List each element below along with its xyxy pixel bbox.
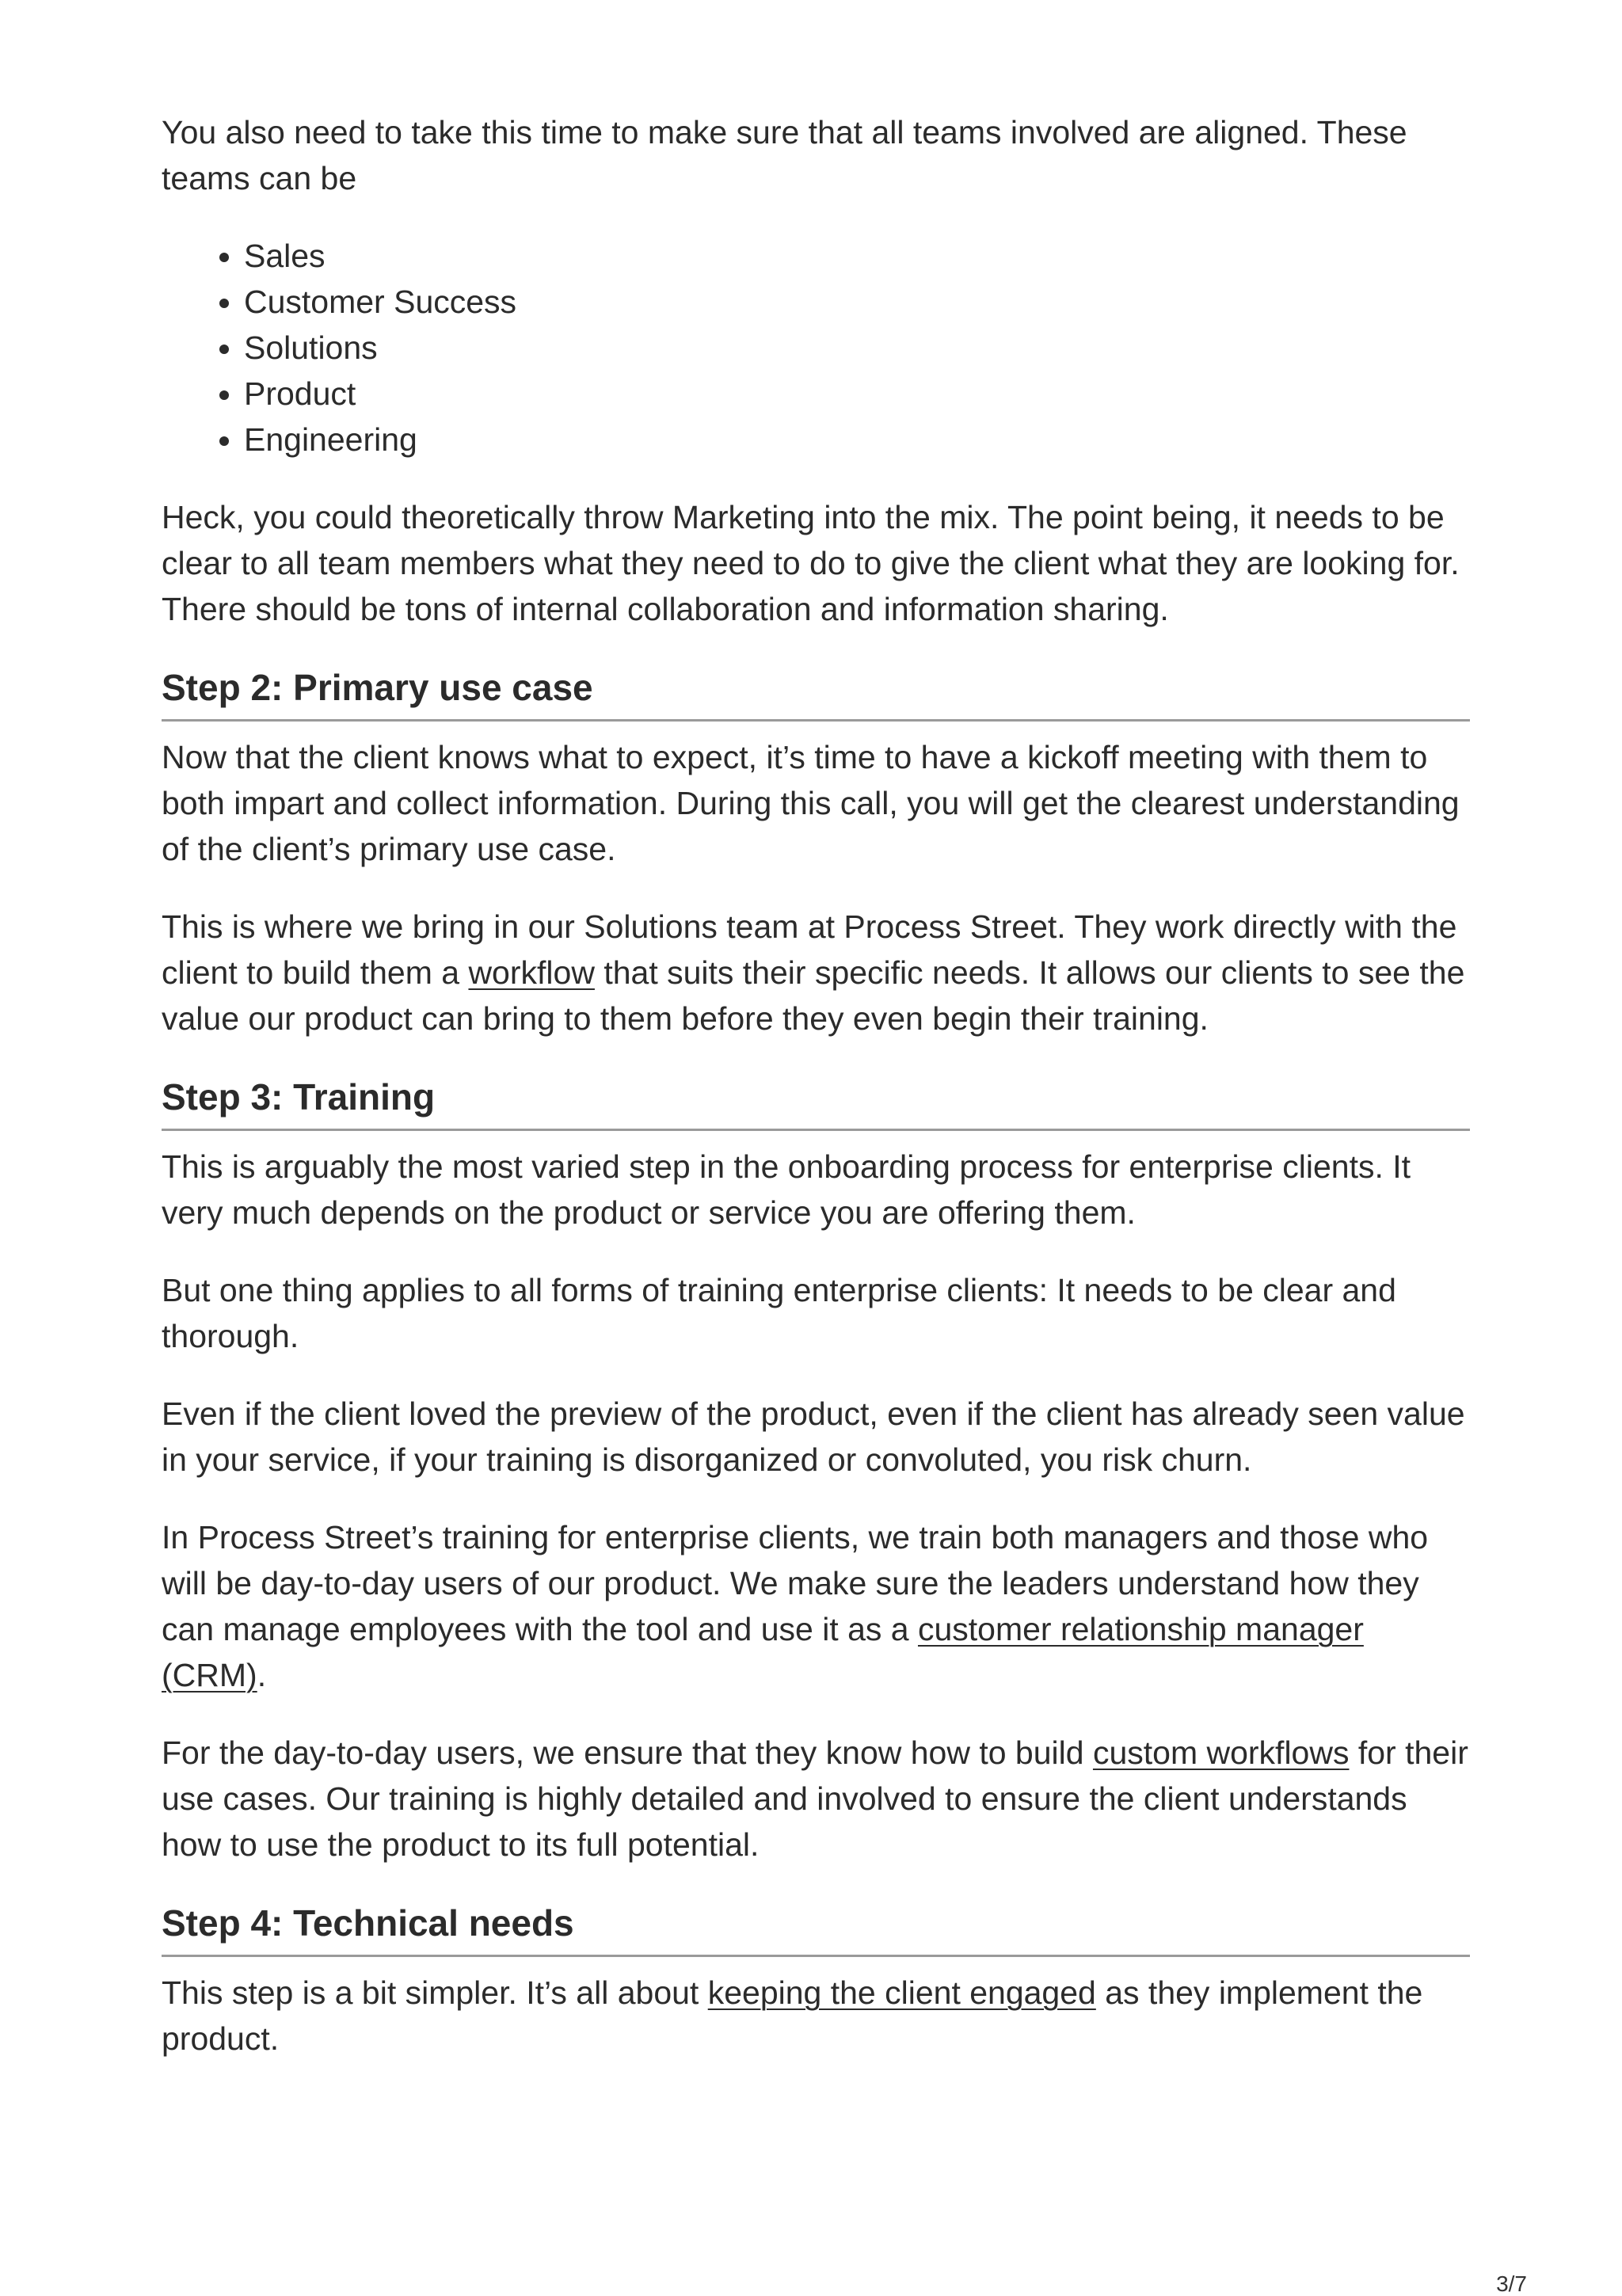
client-engaged-link[interactable]: keeping the client engaged: [707, 1974, 1096, 2011]
step-3-paragraph-5: [162, 1730, 1470, 1868]
list-item: • Product: [244, 371, 1470, 417]
document-page: [162, 109, 1470, 2093]
step-2-paragraph-1: Now that the client knows what to expect, it’s time to have a kickoff meeting with them to both impart and collect information. During this call, you will get the clearest understanding of the client’s primary use case.: [162, 739, 1460, 867]
list-item: • Solutions: [244, 325, 1470, 371]
crm-link[interactable]: customer relationship manager (CRM): [162, 1611, 1364, 1693]
list-item: • Customer Success: [244, 279, 1470, 325]
step-4-heading: Step 4: Technical needs: [162, 1899, 1470, 1957]
text-segment: This is where we bring in our Solutions team at Process Street. They work directly with the client to build them a: [162, 908, 1457, 991]
step-2-paragraph-2: [162, 904, 1470, 1041]
list-item: • Engineering: [244, 417, 1470, 463]
text-segment: as they implement the product.: [162, 1974, 1423, 2057]
step-3-paragraph-1: This is arguably the most varied step in the onboarding process for enterprise clients. It very much depends on the product or service you are offering them.: [162, 1148, 1411, 1231]
text-segment: This step is a bit simpler. It’s all about: [162, 1974, 708, 2011]
step-4-paragraph-1: [162, 1970, 1470, 2062]
step-2-heading: Step 2: Primary use case: [162, 664, 1470, 722]
text-segment: .: [257, 1657, 267, 1693]
step-3-paragraph-3: Even if the client loved the preview of the product, even if the client has already seen value in your service, if your training is disorganized or convoluted, you risk churn.: [162, 1395, 1465, 1478]
list-item: • Sales: [244, 233, 1470, 279]
workflow-link[interactable]: workflow: [468, 954, 595, 991]
text-segment: For the day-to-day users, we ensure that they know how to build: [162, 1734, 1093, 1771]
page-number: 3/7: [1496, 2271, 1527, 2296]
step-3-paragraph-4: [162, 1514, 1470, 1698]
teams-list: [162, 233, 1470, 463]
intro-paragraph: You also need to take this time to make sure that all teams involved are aligned. These teams can be: [162, 114, 1407, 196]
text-segment: that suits their specific needs. It allows our clients to see the value our product can bring to them before they even begin their training.: [162, 954, 1465, 1037]
text-segment: In Process Street’s training for enterprise clients, we train both managers and those who will be day-to-day users of our product. We make sure the leaders understand how they can manage employees with the tool and use it as a: [162, 1519, 1429, 1647]
text-segment: for their use cases. Our training is highly detailed and involved to ensure the client understands how to use the product to its full potential.: [162, 1734, 1468, 1863]
custom-workflows-link[interactable]: custom workflows: [1092, 1734, 1350, 1771]
marketing-paragraph: Heck, you could theoretically throw Marketing into the mix. The point being, it needs to be clear to all team members what they need to do to give the client what they are looking for. There should be tons of internal collaboration and information sharing.: [162, 499, 1460, 627]
step-3-paragraph-2: But one thing applies to all forms of training enterprise clients: It needs to be clear and thorough.: [162, 1272, 1396, 1354]
step-3-heading: Step 3: Training: [162, 1073, 1470, 1131]
